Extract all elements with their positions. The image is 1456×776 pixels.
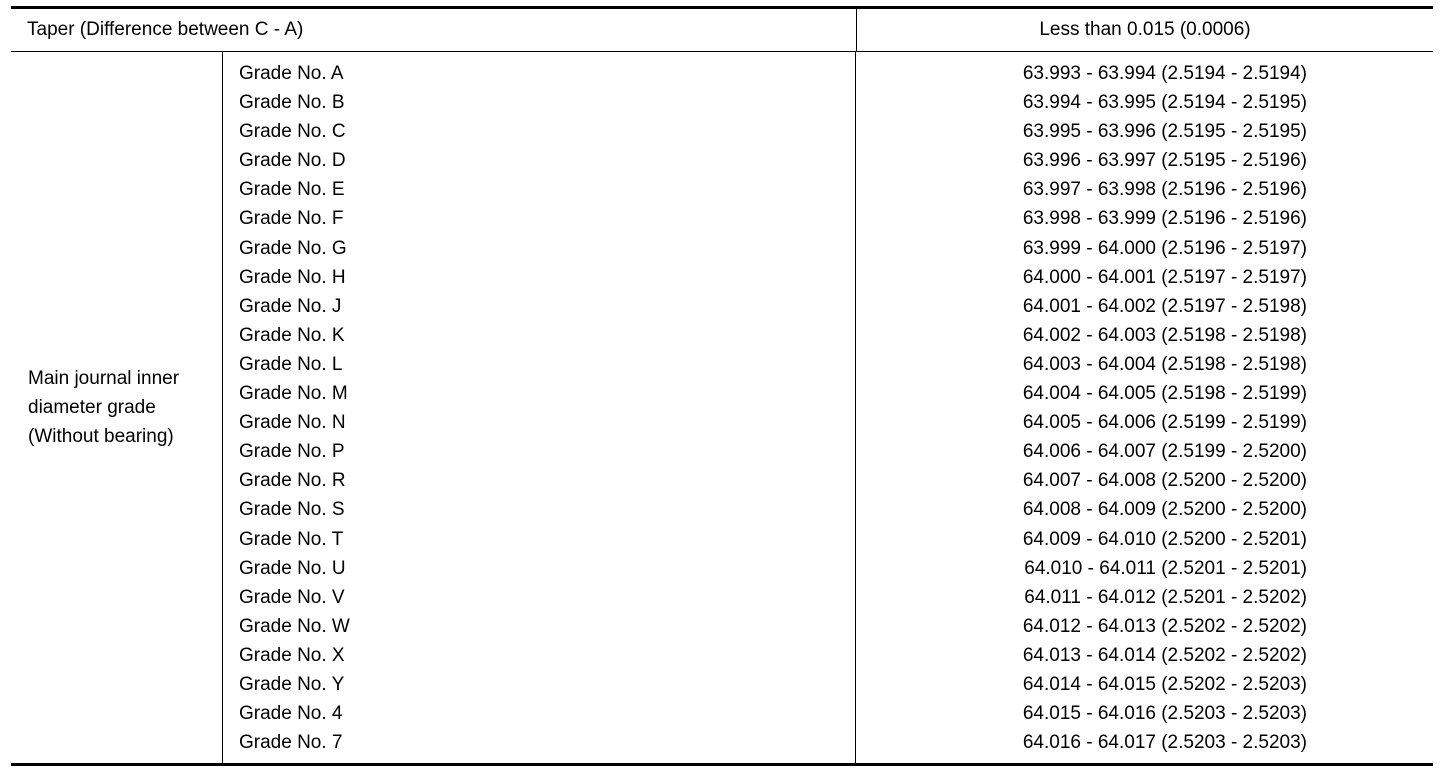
value-cell: 64.016 - 64.017 (2.5203 - 2.5203) [1022, 732, 1307, 754]
grade-cell: Grade No. G [239, 237, 347, 259]
value-cell: 64.003 - 64.004 (2.5198 - 2.5198) [1022, 353, 1307, 375]
grade-cell: Grade No. H [239, 266, 346, 288]
value-cell: 64.006 - 64.007 (2.5199 - 2.5200) [1022, 441, 1307, 463]
value-cell: 63.996 - 63.997 (2.5195 - 2.5196) [1022, 150, 1307, 172]
group-label [11, 52, 223, 763]
value-cell: 63.999 - 64.000 (2.5196 - 2.5197) [1022, 237, 1307, 259]
grade-section [11, 52, 1433, 763]
grade-cell: Grade No. V [239, 586, 345, 608]
grade-cell: Grade No. Y [239, 673, 345, 695]
value-cell: 64.012 - 64.013 (2.5202 - 2.5202) [1022, 615, 1307, 637]
spec-table [11, 0, 1433, 766]
value-cell: 63.993 - 63.994 (2.5194 - 2.5194) [1022, 63, 1307, 84]
group-label-line: (Without bearing) [28, 426, 174, 448]
grade-cell: Grade No. 7 [239, 732, 343, 754]
grade-cell: Grade No. N [239, 412, 346, 434]
grade-cell: Grade No. U [239, 557, 346, 579]
taper-row [11, 9, 1433, 52]
taper-value: Less than 0.015 (0.0006) [856, 9, 1433, 51]
grade-cell: Grade No. 4 [239, 703, 343, 725]
value-cell: 63.994 - 63.995 (2.5194 - 2.5195) [1022, 92, 1307, 114]
value-cell: 63.995 - 63.996 (2.5195 - 2.5195) [1022, 121, 1307, 143]
value-cell: 64.010 - 64.011 (2.5201 - 2.5201) [1024, 557, 1307, 579]
value-cell: 64.002 - 64.003 (2.5198 - 2.5198) [1022, 324, 1307, 346]
grade-cell: Grade No. J [239, 295, 342, 317]
value-column [856, 52, 1433, 763]
grade-cell: Grade No. A [239, 63, 344, 84]
grade-cell: Grade No. E [239, 179, 345, 201]
group-label-line: diameter grade [28, 397, 156, 419]
value-cell: 64.011 - 64.012 (2.5201 - 2.5202) [1024, 586, 1307, 608]
value-cell: 64.005 - 64.006 (2.5199 - 2.5199) [1022, 412, 1307, 434]
grade-column [223, 52, 856, 763]
grade-cell: Grade No. C [239, 121, 346, 143]
grade-cell: Grade No. D [239, 150, 346, 172]
grade-cell: Grade No. T [239, 528, 344, 550]
value-cell: 63.997 - 63.998 (2.5196 - 2.5196) [1022, 179, 1307, 201]
value-cell: 64.014 - 64.015 (2.5202 - 2.5203) [1022, 673, 1307, 695]
grade-cell: Grade No. K [239, 324, 345, 346]
grade-cell: Grade No. W [239, 615, 350, 637]
value-cell: 64.008 - 64.009 (2.5200 - 2.5200) [1022, 499, 1307, 521]
grade-cell: Grade No. M [239, 383, 348, 405]
value-cell: 64.004 - 64.005 (2.5198 - 2.5199) [1022, 383, 1307, 405]
grade-cell: Grade No. F [239, 208, 344, 230]
value-cell: 63.998 - 63.999 (2.5196 - 2.5196) [1022, 208, 1307, 230]
value-cell: 64.000 - 64.001 (2.5197 - 2.5197) [1022, 266, 1307, 288]
value-cell: 64.009 - 64.010 (2.5200 - 2.5201) [1022, 528, 1307, 550]
grade-cell: Grade No. X [239, 644, 345, 666]
value-cell: 64.007 - 64.008 (2.5200 - 2.5200) [1022, 470, 1307, 492]
group-label-line: Main journal inner [28, 368, 180, 390]
grade-cell: Grade No. B [239, 92, 345, 114]
value-cell: 64.015 - 64.016 (2.5203 - 2.5203) [1022, 703, 1307, 725]
grade-cell: Grade No. S [239, 499, 345, 521]
grade-cell: Grade No. R [239, 470, 346, 492]
value-cell: 64.013 - 64.014 (2.5202 - 2.5202) [1022, 644, 1307, 666]
grade-cell: Grade No. L [239, 353, 343, 375]
value-cell: 64.001 - 64.002 (2.5197 - 2.5198) [1022, 295, 1307, 317]
taper-label: Taper (Difference between C - A) [27, 19, 304, 40]
grade-cell: Grade No. P [239, 441, 345, 463]
bottom-rule [11, 763, 1433, 766]
